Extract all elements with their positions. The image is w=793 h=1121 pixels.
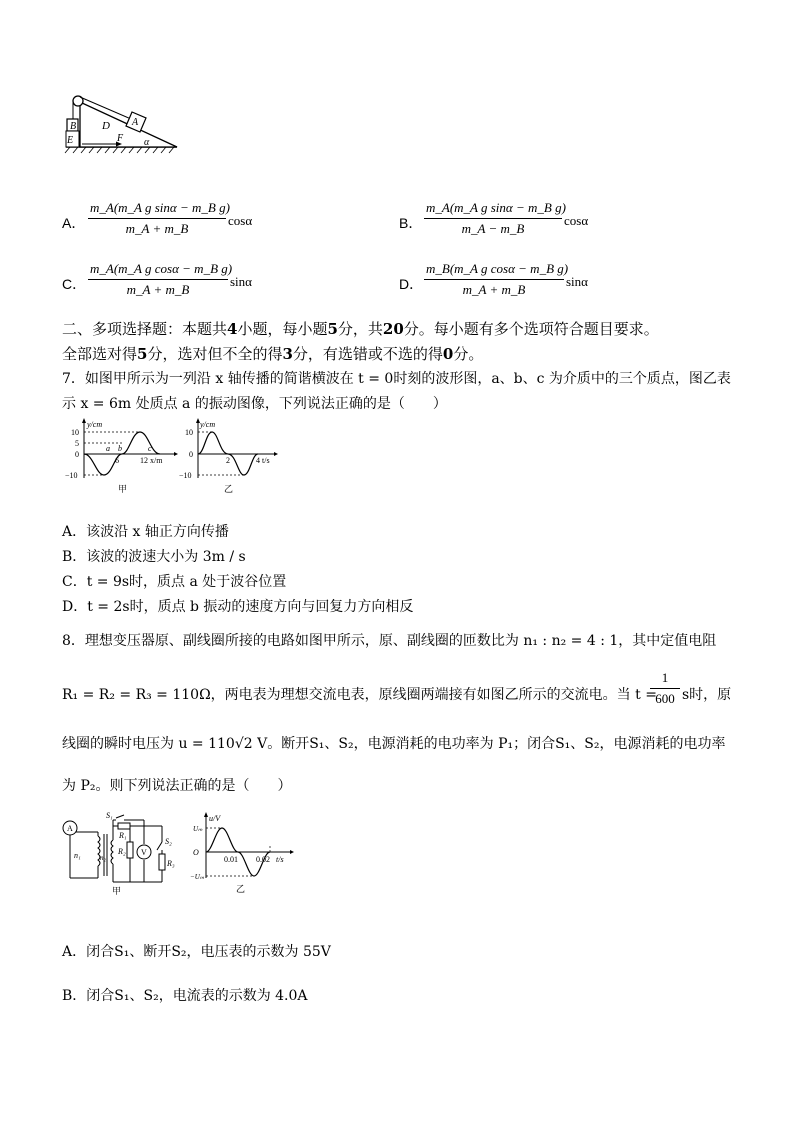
score: 5 <box>327 320 338 338</box>
q7-stem-line2: 示 x = 6m 处质点 a 的振动图像，下列说法正确的是（ ） <box>62 396 447 412</box>
n2-label: n₂ <box>100 854 106 862</box>
vibration-graph-yi <box>178 418 278 496</box>
tick-2: 2 <box>226 456 230 465</box>
text: 全部选对得 <box>62 345 138 363</box>
tick-5: 5 <box>75 439 79 448</box>
q8-stem-line4: 为 P₂。则下列说法正确的是（ ） <box>62 778 292 794</box>
tick-0: 0 <box>189 450 193 459</box>
point-b: b <box>118 444 122 453</box>
option-label: C． <box>62 276 87 292</box>
fraction <box>88 261 233 298</box>
wave-graph-jia <box>60 418 178 496</box>
voltmeter-label: V <box>141 848 147 857</box>
denominator: m_A + m_B <box>126 282 190 297</box>
trig-factor: sinα <box>566 274 588 289</box>
q8-stem-line1: 8．理想变压器原、副线圈所接的电路如图甲所示，原、副线圈的匝数比为 n₁ : n₂ = 4 : 1，其中定值电阻 <box>62 633 717 649</box>
denominator: 600 <box>655 691 675 706</box>
denominator: m_A + m_B <box>125 221 189 236</box>
score: 0 <box>442 345 454 363</box>
denominator: m_A − m_B <box>461 221 525 236</box>
r2-label: R₂ <box>118 847 126 856</box>
section-heading-line2 <box>62 343 483 364</box>
neg-um-label: −Uₘ <box>190 873 205 881</box>
t-axis-label: t/s <box>276 855 284 864</box>
label-A: A <box>132 117 139 128</box>
n1-label: n₁ <box>74 851 81 860</box>
q7-option-d: D．t = 2s时，质点 b 振动的速度方向与回复力方向相反 <box>62 599 414 615</box>
q8-option-a: A．闭合S₁、断开S₂，电压表的示数为 55V <box>62 944 331 960</box>
y-axis-label: u/V <box>209 814 221 823</box>
trig-factor: cosα <box>228 213 253 228</box>
option-label: A． <box>62 215 86 231</box>
score: 20 <box>382 320 404 338</box>
x-axis-label: 4 t/s <box>256 456 270 465</box>
caption-yi: 乙 <box>236 884 246 894</box>
fraction <box>424 200 566 237</box>
q8-stem-line3: 线圈的瞬时电压为 u = 110√2 V。断开S₁、S₂，电源消耗的电功率为 P₁；闭合S₁、S₂，电源消耗的电功率 <box>62 736 726 752</box>
option-label: B． <box>399 215 423 231</box>
caption-jia: 甲 <box>118 484 128 494</box>
time-fraction <box>650 670 680 707</box>
switch-s2-label: S₂ <box>165 837 172 846</box>
text: 分，有选错或不选的得 <box>292 345 443 363</box>
section-heading-line1 <box>62 318 659 339</box>
voltage-graph-yi <box>190 812 294 896</box>
q7-option-a: A．该波沿 x 轴正方向传播 <box>62 524 229 540</box>
circuit-diagram-jia <box>62 810 184 896</box>
tick-0-02: 0.02 <box>256 855 270 864</box>
text: 二、多项选择题：本题共 <box>62 320 228 338</box>
q8-stem-line2a: R₁ = R₂ = R₃ = 110Ω，两电表为理想交流电表，原线圈两端接有如图乙所示的交流电。当 t = <box>62 687 657 703</box>
label-E: E <box>67 135 74 146</box>
denominator: m_A + m_B <box>462 282 526 297</box>
text: 分，共 <box>337 320 383 338</box>
q7-option-c: C．t = 9s时，质点 a 处于波谷位置 <box>62 574 287 590</box>
label-B: B <box>70 121 77 132</box>
numerator: m_A(m_A g cosα − m_B g) <box>88 261 228 280</box>
fraction <box>424 261 569 298</box>
x-axis-label: 12 x/m <box>140 456 163 465</box>
q7-stem-line1: 7．如图甲所示为一列沿 x 轴传播的简谐横波在 t = 0时刻的波形图，a、b、c 为介质中的三个质点，图乙表 <box>62 371 731 387</box>
switch-s1-label: S₁ <box>106 811 113 820</box>
caption-jia: 甲 <box>112 886 122 896</box>
caption-yi: 乙 <box>224 484 234 494</box>
option-label: D． <box>399 276 424 292</box>
score: 3 <box>282 345 293 363</box>
q7-option-b: B．该波的波速大小为 3m / s <box>62 549 246 565</box>
tick-neg10: −10 <box>179 471 192 480</box>
r1-label: R₁ <box>119 831 127 840</box>
numerator: m_A(m_A g sinα − m_B g) <box>424 200 562 219</box>
tick-neg10: −10 <box>65 471 78 480</box>
r3-label: R₃ <box>167 859 175 868</box>
trig-factor: cosα <box>564 213 589 228</box>
text: 小题，每小题 <box>237 320 328 338</box>
origin-label: O <box>193 848 199 857</box>
numerator: 1 <box>650 670 680 689</box>
label-D: D <box>102 120 110 132</box>
tick-0-01: 0.01 <box>224 855 238 864</box>
label-alpha: α <box>144 137 150 148</box>
tick-6: 6 <box>115 456 119 465</box>
label-F: F <box>117 133 124 144</box>
q8-option-b: B．闭合S₁、S₂，电流表的示数为 4.0A <box>62 988 308 1004</box>
text: 分，选对但不全的得 <box>147 345 283 363</box>
point-a: a <box>106 444 110 453</box>
numerator: m_B(m_A g cosα − m_B g) <box>424 261 564 280</box>
ammeter-label: A <box>67 824 73 833</box>
point-c: c <box>148 444 152 453</box>
count: 4 <box>227 320 238 338</box>
tick-10: 10 <box>71 428 79 437</box>
incline-pulley-figure <box>62 92 182 156</box>
score: 5 <box>137 345 148 363</box>
text: 分。 <box>453 345 484 363</box>
numerator: m_A(m_A g sinα − m_B g) <box>88 200 226 219</box>
trig-factor: sinα <box>230 274 252 289</box>
y-axis-label: y/cm <box>200 420 216 429</box>
q8-stem-line2b: s时，原 <box>682 687 732 703</box>
um-label: Uₘ <box>193 825 203 833</box>
text: 分。每小题有多个选项符合题目要求。 <box>403 320 659 338</box>
tick-10: 10 <box>185 428 193 437</box>
tick-0: 0 <box>75 450 79 459</box>
y-axis-label: y/cm <box>87 420 103 429</box>
fraction <box>88 200 230 237</box>
